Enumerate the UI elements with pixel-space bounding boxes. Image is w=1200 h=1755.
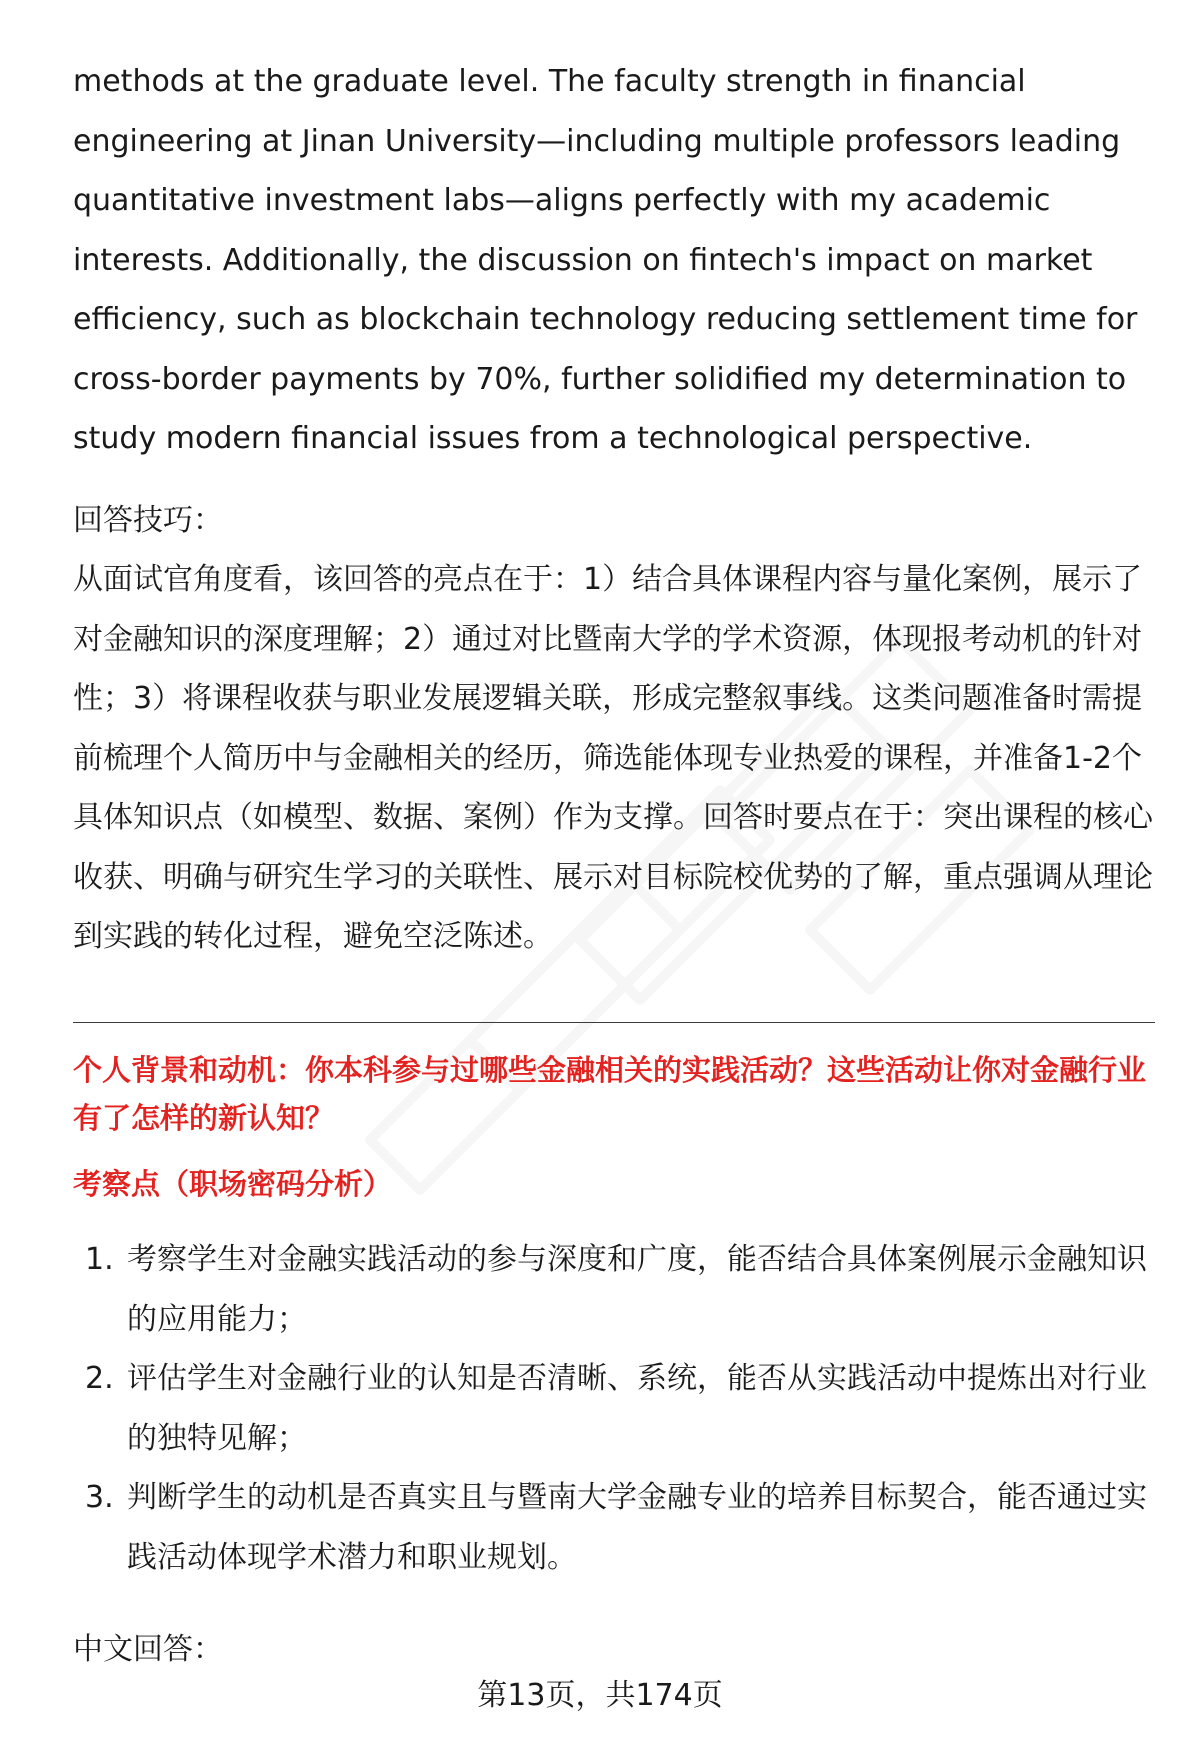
continuation-paragraph: methods at the graduate level. The faculty strength in financial engineering at Jinan University—including multiple professors leading quantitative investment labs—aligns perfectly with my academic interests. Additionally, the discussion on fintech's impact on market efficiency, such as blockchain technology reducing settlement time for cross-border payments by 70%, further solidified my determination to study modern financial issues from a technological perspective. xyxy=(73,64,1138,456)
list-item xyxy=(73,1468,1153,1587)
spacer xyxy=(73,469,1153,491)
list-number: 3. xyxy=(85,1480,114,1515)
list-number: 1. xyxy=(85,1242,114,1277)
exam-points-label: 考察点（职场密码分析） xyxy=(73,1167,393,1201)
list-number: 2. xyxy=(85,1361,114,1396)
list-item-text: 评估学生对金融行业的认知是否清晰、系统，能否从实践活动中提炼出对行业的独特见解； xyxy=(127,1361,1147,1456)
page-footer: 第13页，共174页 xyxy=(477,1678,723,1713)
question-section xyxy=(73,1046,1153,1587)
cn-answer-label: 中文回答： xyxy=(73,1632,223,1667)
document-body xyxy=(73,52,1153,967)
exam-points-list xyxy=(73,1230,1153,1587)
section-divider xyxy=(73,1022,1155,1023)
question-title: 个人背景和动机：你本科参与过哪些金融相关的实践活动？这些活动让你对金融行业有了怎样的新认知？ xyxy=(73,1053,1147,1135)
list-item-text: 判断学生的动机是否真实且与暨南大学金融专业的培养目标契合，能否通过实践活动体现学术潜力和职业规划。 xyxy=(127,1480,1147,1575)
list-item xyxy=(73,1349,1153,1468)
list-item-text: 考察学生对金融实践活动的参与深度和广度，能否结合具体案例展示金融知识的应用能力； xyxy=(127,1242,1147,1337)
tips-paragraph: 从面试官角度看，该回答的亮点在于：1）结合具体课程内容与量化案例，展示了对金融知识的深度理解；2）通过对比暨南大学的学术资源，体现报考动机的针对性；3）将课程收获与职业发展逻辑关联，形成完整叙事线。这类问题准备时需提前梳理个人简历中与金融相关的经历，筛选能体现专业热爱的课程，并准备1-2个具体知识点（如模型、数据、案例）作为支撑。回答时要点在于：突出课程的核心收获、明确与研究生学习的关联性、展示对目标院校优势的了解，重点强调从理论到实践的转化过程，避免空泛陈述。 xyxy=(73,562,1153,954)
list-item xyxy=(73,1230,1153,1349)
tips-label: 回答技巧： xyxy=(73,502,223,538)
